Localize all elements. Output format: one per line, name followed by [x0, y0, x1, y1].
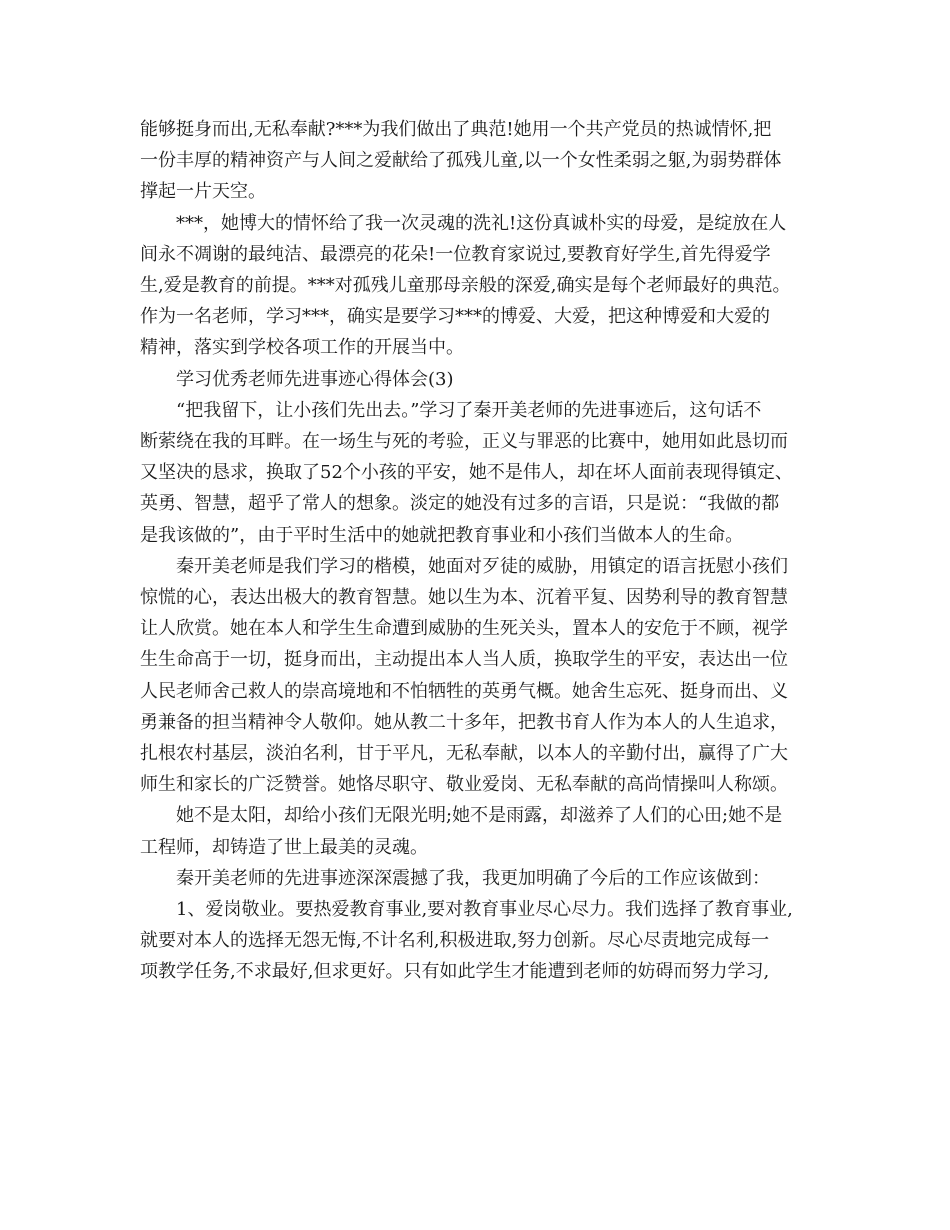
paragraph	[140, 863, 830, 894]
text-line: 生,爱是教育的前提。***对孤残儿童那母亲般的深爱,确实是每个老师最好的典范。	[140, 275, 791, 297]
text-line: 就要对本人的选择无怨无悔,不计名利,积极进取,努力创新。尽心尽责地完成每一	[140, 930, 770, 952]
paragraph	[140, 800, 830, 862]
text-line: 精神，落实到学校各项工作的开展当中。	[140, 337, 464, 359]
text-line: 惊慌的心，表达出极大的教育智慧。她以生为本、沉着平复、因势利导的教育智慧	[140, 587, 788, 609]
text-line: 又坚决的恳求，换取了52个小孩的平安，她不是伟人，却在坏人面前表现得镇定、	[140, 462, 793, 484]
text-line: 作为一名老师，学习***，确实是要学习***的博爱、大爱，把这种博爱和大爱的	[140, 306, 770, 328]
text-line: 扎根农村基层，淡泊名利，甘于平凡，无私奉献，以本人的辛勤付出，赢得了广大	[140, 743, 788, 765]
document-body	[140, 114, 830, 988]
text-line: 秦开美老师是我们学习的楷模，她面对歹徒的威胁，用镇定的语言抚慰小孩们	[176, 555, 788, 577]
paragraph	[140, 551, 830, 801]
text-line: 1、爱岗敬业。要热爱教育事业,要对教育事业尽心尽力。我们选择了教育事业,	[176, 899, 793, 921]
paragraph	[140, 894, 830, 988]
text-line: 工程师，却铸造了世上最美的灵魂。	[140, 836, 428, 858]
text-line: 断萦绕在我的耳畔。在一场生与死的考验，正义与罪恶的比赛中，她用如此恳切而	[140, 431, 788, 453]
text-line: ***，她博大的情怀给了我一次灵魂的洗礼!这份真诚朴实的母爱，是绽放在人	[176, 212, 787, 234]
paragraph	[140, 114, 830, 208]
text-line: 她不是太阳，却给小孩们无限光明;她不是雨露，却滋养了人们的心田;她不是	[176, 805, 783, 827]
text-line: 一份丰厚的精神资产与人间之爱献给了孤残儿童,以一个女性柔弱之躯,为弱势群体	[140, 150, 782, 172]
text-line: 秦开美老师的先进事迹深深震撼了我，我更加明确了今后的工作应该做到：	[176, 867, 770, 889]
text-line: 让人欣赏。她在本人和学生生命遭到威胁的生死关头，置本人的安危于不顾，视学	[140, 618, 788, 640]
paragraph	[140, 395, 830, 551]
text-line: 间永不凋谢的最纯洁、最漂亮的花朵!一位教育家说过,要教育好学生,首先得爱学	[140, 243, 771, 265]
text-line: 英勇、智慧，超乎了常人的想象。淡定的她没有过多的言语，只是说：“我做的都	[140, 493, 780, 515]
paragraph	[140, 364, 830, 395]
text-line: 师生和家长的广泛赞誉。她恪尽职守、敬业爱岗、无私奉献的高尚情操叫人称颂。	[140, 774, 788, 796]
paragraph	[140, 208, 830, 364]
text-line: 学习优秀老师先进事迹心得体会(3)	[176, 368, 454, 390]
text-line: 能够挺身而出,无私奉献?***为我们做出了典范!她用一个共产党员的热诚情怀,把	[140, 119, 772, 140]
text-line: 人民老师舍己救人的崇高境地和不怕牺牲的英勇气概。她舍生忘死、挺身而出、义	[140, 680, 788, 702]
text-line: 勇兼备的担当精神令人敬仰。她从教二十多年，把教书育人作为本人的人生追求，	[140, 711, 788, 733]
text-line: “把我留下，让小孩们先出去。”学习了秦开美老师的先进事迹后，这句话不	[176, 399, 762, 421]
text-line: 生生命高于一切，挺身而出，主动提出本人当人质，换取学生的平安，表达出一位	[140, 649, 788, 671]
text-line: 是我该做的”，由于平时生活中的她就把教育事业和小孩们当做本人的生命。	[140, 524, 744, 546]
text-line: 项教学任务,不求最好,但求更好。只有如此学生才能遭到老师的妨碍而努力学习,	[140, 961, 770, 983]
text-line: 撑起一片天空。	[140, 181, 266, 203]
